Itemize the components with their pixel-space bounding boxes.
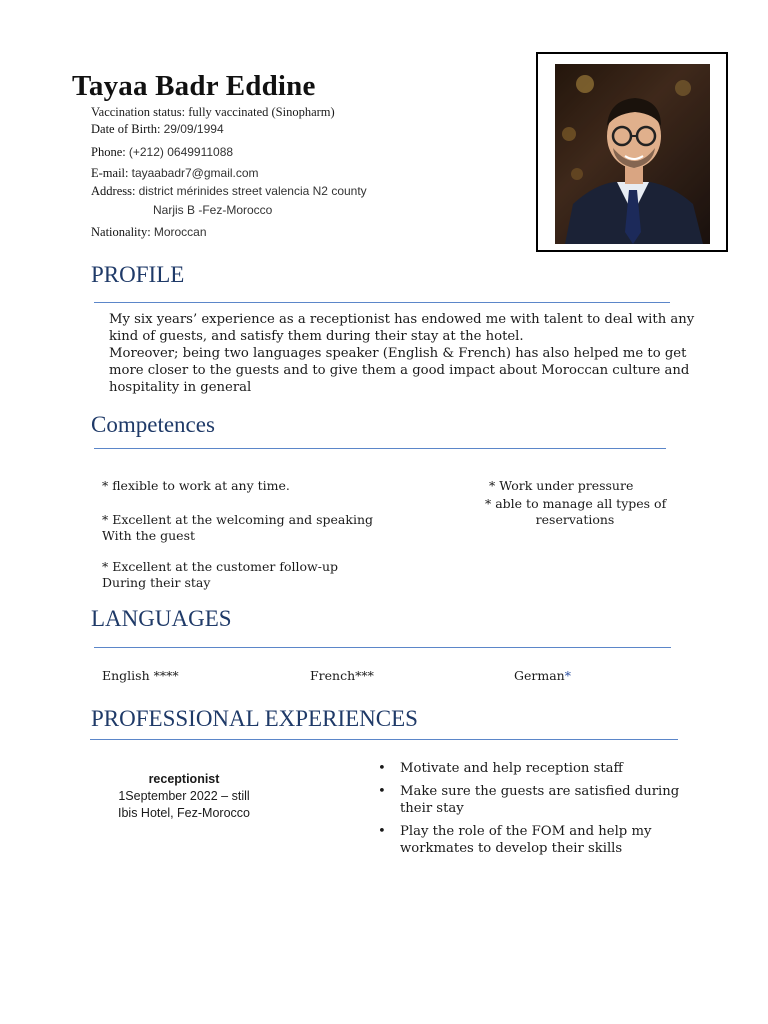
competence-item: * Work under pressure [489, 478, 634, 493]
portrait-icon [555, 64, 710, 244]
candidate-name: Tayaa Badr Eddine [72, 70, 316, 102]
phone-row [91, 145, 233, 160]
competences-divider [94, 448, 666, 449]
profile-divider [94, 302, 670, 303]
languages-heading: LANGUAGES [91, 606, 232, 631]
email-label: E-mail: [91, 166, 129, 180]
photo-frame [536, 52, 728, 252]
address-label: Address: [91, 184, 136, 198]
competence-item: * Excellent at the customer follow-up During their stay [102, 559, 338, 590]
profile-heading: PROFILE [91, 262, 185, 287]
profile-line: hospitality in general [109, 380, 252, 395]
profile-line: more closer to the guests and to give them a good impact about Moroccan culture and [109, 363, 690, 378]
experience-role-block [100, 771, 268, 822]
list-item: • Make sure the guests are satisfied during their stay [378, 784, 680, 816]
profile-line: My six years’ experience as a receptionist has endowed me with talent to deal with any [109, 312, 695, 327]
language-german: German* [514, 668, 571, 683]
experience-place: Ibis Hotel, Fez-Morocco [118, 806, 250, 820]
profile-line: kind of guests, and satisfy them during their stay at the hotel. [109, 329, 524, 344]
list-item: • Play the role of the FOM and help my workmates to develop their skills [378, 824, 652, 856]
profile-line: Moreover; being two languages speaker (English & French) has also helped me to get [109, 346, 687, 361]
profile-text [109, 311, 709, 396]
email-value: tayaabadr7@gmail.com [131, 166, 259, 180]
competence-item: * flexible to work at any time. [102, 478, 290, 493]
dob-label: Date of Birth: [91, 122, 161, 136]
phone-value: (+212) 0649911088 [128, 145, 234, 159]
bullet-icon: • [378, 761, 386, 776]
bullet-icon: • [378, 784, 386, 799]
address-line1: district mérinides street valencia N2 county [138, 184, 367, 198]
vaccination-status: Vaccination status: fully vaccinated (Sinopharm) [91, 105, 335, 119]
experience-heading: PROFESSIONAL EXPERIENCES [91, 706, 418, 731]
experience-dates: 1September 2022 – still [118, 789, 250, 803]
language-french: French*** [310, 668, 374, 683]
language-stars: **** [153, 668, 179, 683]
phone-label: Phone: [91, 145, 126, 159]
dob-value: 29/09/1994 [163, 122, 224, 136]
list-item: • Motivate and help reception staff [378, 761, 623, 776]
languages-divider [94, 647, 671, 648]
language-stars: * [564, 668, 571, 683]
dob-row [91, 122, 224, 137]
language-stars: *** [355, 668, 374, 683]
address-row [91, 184, 367, 199]
language-english: English **** [102, 668, 179, 683]
profile-photo [555, 64, 710, 244]
competence-item: * able to manage all types of reservations [485, 496, 667, 527]
address-line2: Narjis B -Fez-Morocco [153, 203, 273, 217]
experience-divider [90, 739, 678, 740]
experience-bullets [376, 760, 706, 863]
competences-heading: Competences [91, 412, 215, 437]
nationality-label: Nationality: [91, 225, 151, 239]
competence-item: * Excellent at the welcoming and speaking With the guest [102, 512, 373, 543]
nationality-value: Moroccan [153, 225, 207, 239]
email-row [91, 166, 259, 181]
experience-role: receptionist [148, 772, 220, 786]
nationality-row [91, 225, 207, 240]
bullet-icon: • [378, 824, 386, 839]
